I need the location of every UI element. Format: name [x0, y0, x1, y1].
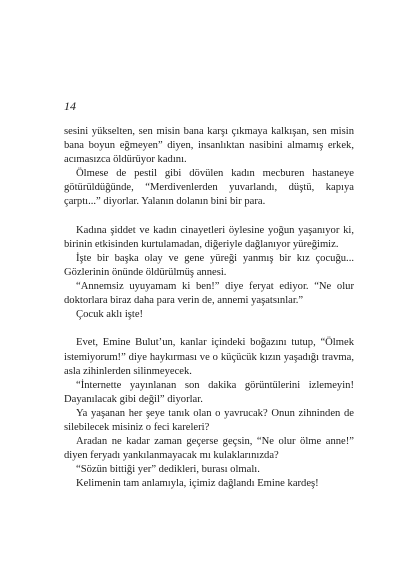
paragraph: Kelimenin tam anlamıyla, içimiz dağlandı Emine kardeş! — [76, 478, 319, 490]
paragraph: Ya yaşanan her şeye tanık olan o yavrucak? Onun zihninden de silebilecek misiniz o feci kareleri? — [64, 407, 354, 433]
paragraph: Kadına şiddet ve kadın cinayetleri öylesine yoğun yaşanıyor ki, birinin etkisinden kurtulamadan, diğeriyle dağlanıyor yüreğimiz. — [64, 224, 354, 250]
paragraph: “Annemsiz uyuyamam ki ben!” diye feryat ediyor. “Ne olur doktorlara biraz daha para verin de, annemi yaşatsınlar.” — [64, 281, 354, 307]
paragraph: “Sözün bittiği yer” dedikleri, burası olmalı. — [76, 464, 260, 476]
paragraph: Ölmese de pestil gibi dövülen kadın mecburen hastaneye götürüldüğünde, “Merdivenlerden yuvarlandı, düştü, kapıya çarptı...” diyorlar. Yalanın dolanın bini bir para. — [64, 168, 354, 208]
page-number: 14 — [64, 99, 76, 113]
paragraph: İşte bir başka olay ve gene yüreği yanmış bir kız çocuğu... Gözlerinin önünde öldürülmüş annesi. — [64, 252, 354, 278]
paragraph: Evet, Emine Bulut’un, kanlar içindeki boğazını tutup, “Ölmek istemiyorum!” diye haykırması ve o küçücük kızın yaşadığı travma, asla zihinlerden silinmeyecek. — [64, 337, 354, 377]
body-text — [64, 125, 354, 491]
paragraph: “İnternette yayınlanan son dakika görüntülerini izlemeyin! Dayanılacak gibi değil” diyorlar. — [64, 379, 354, 405]
paragraph: sesini yükselten, sen misin bana karşı çıkmaya kalkışan, sen misin bana boyun eğmeyen” diyen, insanlıktan nasibini almamış erkek, acımasızca öldürüyor kadını. — [64, 126, 354, 166]
paragraph: Aradan ne kadar zaman geçerse geçsin, “Ne olur ölme anne!” diyen feryadı yankılanmayacak mı kulaklarınızda? — [64, 436, 354, 462]
paragraph: Çocuk aklı işte! — [76, 309, 144, 321]
